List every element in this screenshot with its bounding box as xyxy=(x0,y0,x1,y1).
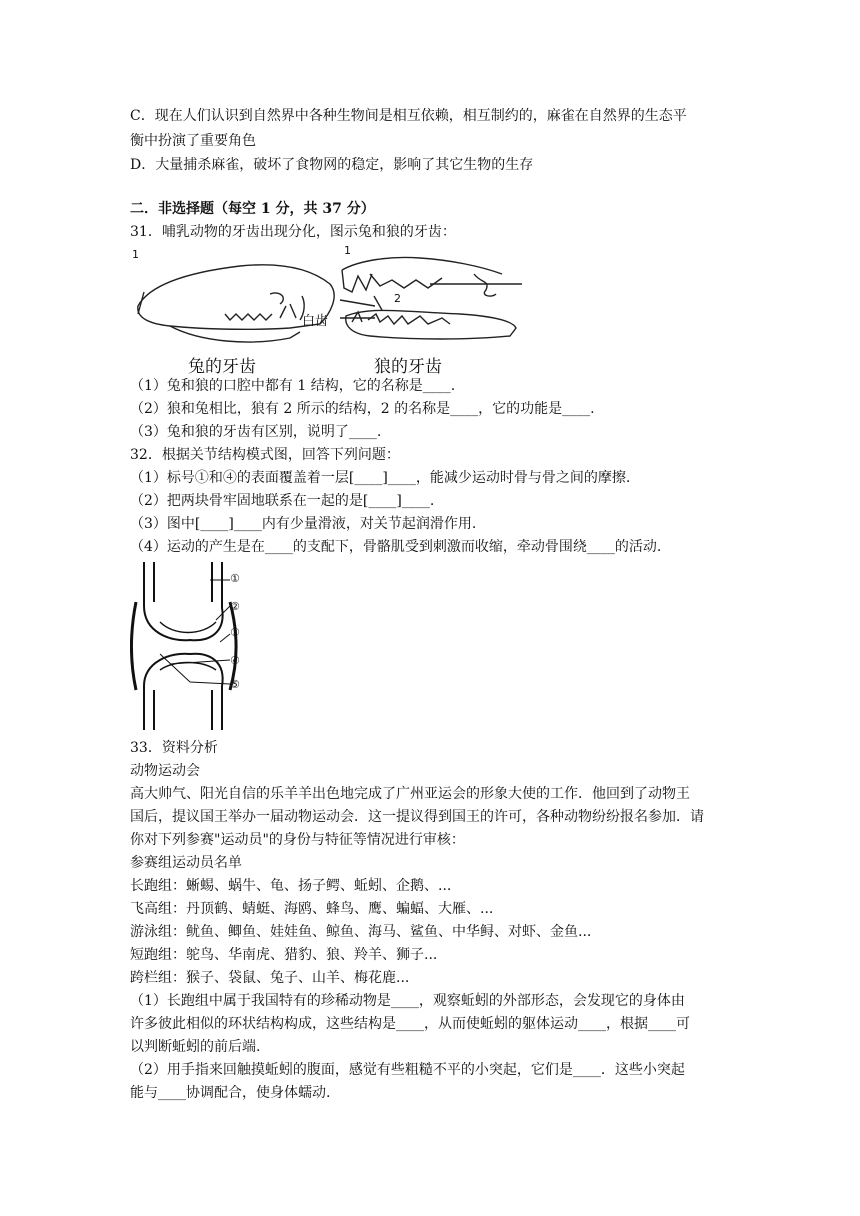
q31-sub3: （3）兔和狼的牙齿有区别，说明了____. xyxy=(130,424,382,440)
joint-diagram xyxy=(130,562,250,730)
joint-label-2: ② xyxy=(230,600,240,613)
q33-group-hurdle: 跨栏组：猴子、袋鼠、兔子、山羊、梅花鹿... xyxy=(130,970,410,986)
q33-group-short: 短跑组：鸵鸟、华南虎、猎豹、狼、羚羊、狮子... xyxy=(130,947,438,963)
rabbit-skull-drawing xyxy=(138,265,375,342)
q33-title: 动物运动会 xyxy=(130,763,200,779)
wolf-label-1: 1 xyxy=(344,244,351,257)
q33-list-title: 参赛组运动员名单 xyxy=(130,855,242,871)
q33-para-2: 国后，提议国王举办一届动物运动会．这一提议得到国王的许可，各种动物纷纷报名参加．请 xyxy=(130,809,704,825)
q33-stem: 33．资料分析 xyxy=(130,740,218,756)
q32-sub3: （3）图中[____]____内有少量滑液，对关节起润滑作用. xyxy=(130,516,477,532)
q32-sub4: （4）运动的产生是在____的支配下，骨骼肌受到刺激而收缩，牵动骨围绕____的活动. xyxy=(130,539,662,555)
q30-option-d: D．大量捕杀麻雀，破坏了食物网的稳定，影响了其它生物的生存 xyxy=(130,157,534,173)
wolf-label-2: 2 xyxy=(394,292,401,305)
wolf-skull-drawing xyxy=(342,258,522,340)
section-title: 二．非选择题（每空 1 分，共 37 分） xyxy=(130,201,375,217)
q33-sub1-line3: 以判断蚯蚓的前后端. xyxy=(130,1039,261,1055)
joint-label-5: ⑤ xyxy=(230,678,240,691)
q33-group-high: 飞高组：丹顶鹤、蜻蜓、海鸥、蜂鸟、鹰、蝙蝠、大雁、... xyxy=(130,901,494,917)
q33-para-3: 你对下列参赛"运动员"的身份与特征等情况进行审核： xyxy=(130,832,465,848)
q33-sub1-line2: 许多彼此相似的环状结构构成，这些结构是____，从而使蚯蚓的躯体运动____，根据____可 xyxy=(130,1016,690,1032)
joint-label-3: ③ xyxy=(230,626,240,639)
q31-sub1: （1）兔和狼的口腔中都有 1 结构，它的名称是____. xyxy=(130,378,456,394)
q31-sub2: （2）狼和兔相比，狼有 2 所示的结构，2 的名称是____，它的功能是____. xyxy=(130,401,595,417)
q33-sub2-line1: （2）用手指来回触摸蚯蚓的腹面，感觉有些粗糙不平的小突起，它们是____．这些小突起 xyxy=(130,1062,685,1078)
q33-sub2-line2: 能与____协调配合，使身体蠕动. xyxy=(130,1085,331,1101)
q30-option-c-line2: 衡中扮演了重要角色 xyxy=(130,133,256,149)
rabbit-teeth-caption: 兔的牙齿 xyxy=(188,357,256,377)
q33-sub1-line1: （1）长跑组中属于我国特有的珍稀动物是____，观察蚯蚓的外部形态，会发现它的身体由 xyxy=(130,993,685,1009)
q31-teeth-figure xyxy=(130,244,530,377)
q32-stem: 32．根据关节结构模式图，回答下列问题： xyxy=(130,447,400,463)
rabbit-incisor-label: 白齿 xyxy=(302,314,329,329)
q30-option-c-line1: C．现在人们认识到自然界中各种生物间是相互依赖，相互制约的，麻雀在自然界的生态平 xyxy=(130,108,687,124)
rabbit-label-1: 1 xyxy=(132,248,139,261)
q33-para-1: 高大帅气、阳光自信的乐羊羊出色地完成了广州亚运会的形象大使的工作．他回到了动物王 xyxy=(130,786,690,802)
q33-group-swim: 游泳组：鱿鱼、鲫鱼、娃娃鱼、鲸鱼、海马、鲨鱼、中华鲟、对虾、金鱼... xyxy=(130,924,592,940)
q32-sub2: （2）把两块骨牢固地联系在一起的是[____]____. xyxy=(130,493,435,509)
joint-label-1: ① xyxy=(230,572,240,585)
wolf-teeth-caption: 狼的牙齿 xyxy=(374,357,442,377)
joint-figure xyxy=(130,562,250,730)
joint-label-4: ④ xyxy=(230,654,240,667)
q31-stem: 31．哺乳动物的牙齿出现分化，图示兔和狼的牙齿： xyxy=(130,224,456,240)
q32-sub1: （1）标号①和④的表面覆盖着一层[____]____，能减少运动时骨与骨之间的摩擦. xyxy=(130,470,631,486)
q33-group-long: 长跑组：蜥蜴、蜗牛、龟、扬子鳄、蚯蚓、企鹅、... xyxy=(130,878,452,894)
